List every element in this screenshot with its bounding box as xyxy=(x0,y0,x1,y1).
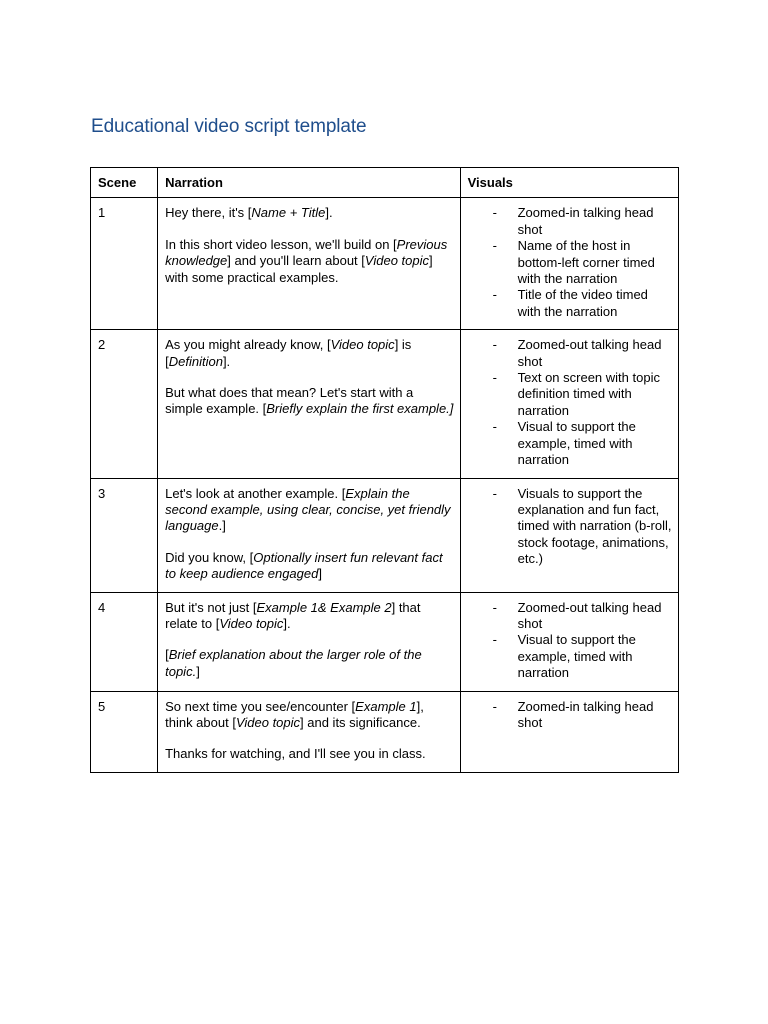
narration-text: Let's look at another example. [ xyxy=(165,485,346,501)
narration-cell xyxy=(158,330,461,478)
scene-number: 3 xyxy=(91,478,158,592)
visuals-cell xyxy=(460,478,678,592)
narration-text: As you might already know, [ xyxy=(165,337,331,353)
narration-text: ]. xyxy=(283,615,291,631)
visuals-list-item: - Zoomed-in talking head shot xyxy=(493,699,672,732)
table-row xyxy=(91,691,679,772)
visuals-list xyxy=(468,699,672,732)
narration-text: .] xyxy=(218,518,226,534)
narration-paragraph xyxy=(165,550,454,583)
narration-paragraph xyxy=(165,486,454,535)
visuals-list-item: - Zoomed-in talking head shot xyxy=(493,205,672,238)
narration-cell xyxy=(158,592,461,691)
header-visuals: Visuals xyxy=(460,168,678,198)
visuals-list-item: - Visual to support the example, timed with narration xyxy=(493,419,672,468)
visuals-list-item: - Title of the video timed with the narration xyxy=(493,287,672,320)
placeholder-text: Example 1 xyxy=(355,698,417,714)
narration-paragraph xyxy=(165,337,454,370)
table-row xyxy=(91,330,679,478)
placeholder-text: Video topic xyxy=(330,337,395,353)
narration-text: [ xyxy=(165,647,169,663)
header-scene: Scene xyxy=(91,168,158,198)
narration-text: ] xyxy=(318,566,322,582)
narration-cell xyxy=(158,478,461,592)
narration-paragraph xyxy=(165,205,454,221)
narration-text: ] is [ xyxy=(165,337,412,369)
script-table-body xyxy=(91,198,679,772)
placeholder-text: Brief explanation about the larger role of the topic. xyxy=(165,647,422,679)
narration-text: ], think about [ xyxy=(165,698,424,730)
narration-paragraph xyxy=(165,647,454,680)
visuals-cell xyxy=(460,691,678,772)
visuals-list-item: - Visuals to support the explanation and fun fact, timed with narration (b-roll, stock footage, animations, etc.) xyxy=(493,486,672,568)
narration-text: Thanks for watching, and I'll see you in class. xyxy=(165,746,426,762)
narration-text: ]. xyxy=(325,205,333,221)
narration-paragraph xyxy=(165,746,454,762)
narration-text: ] and its significance. xyxy=(300,714,421,730)
narration-text: ] and you'll learn about [ xyxy=(227,253,365,269)
narration-text: In this short video lesson, we'll build on [ xyxy=(165,236,397,252)
narration-text: Did you know, [ xyxy=(165,549,254,565)
document-title: Educational video script template xyxy=(91,116,367,137)
table-row xyxy=(91,198,679,330)
placeholder-text: Video topic xyxy=(364,253,429,269)
placeholder-text: Optionally insert fun relevant fact to keep audience engaged xyxy=(165,549,443,582)
narration-text: So next time you see/encounter [ xyxy=(165,698,356,714)
narration-cell xyxy=(158,198,461,330)
narration-text: Hey there, it's [ xyxy=(165,205,252,221)
table-row xyxy=(91,478,679,592)
header-narration: Narration xyxy=(158,168,461,198)
placeholder-text: Definition xyxy=(168,353,223,369)
visuals-list xyxy=(468,600,672,682)
placeholder-text: Video topic xyxy=(235,714,301,730)
table-header-row xyxy=(91,168,679,198)
narration-text: ]. xyxy=(222,353,231,369)
narration-cell xyxy=(158,691,461,772)
visuals-list xyxy=(468,486,672,568)
placeholder-text: Example 1& Example 2 xyxy=(256,599,392,615)
narration-text: ] with some practical examples. xyxy=(165,253,433,285)
narration-paragraph xyxy=(165,699,454,732)
scene-number: 1 xyxy=(91,198,158,330)
narration-text: ] that relate to [ xyxy=(165,599,421,631)
placeholder-text: Explain the second example, using clear, concise, yet friendly language xyxy=(165,485,451,534)
visuals-cell xyxy=(460,330,678,478)
visuals-list-item: - Zoomed-out talking head shot xyxy=(493,600,672,633)
script-table xyxy=(90,167,679,773)
scene-number: 2 xyxy=(91,330,158,478)
placeholder-text: Video topic xyxy=(219,615,284,631)
narration-paragraph xyxy=(165,385,454,418)
placeholder-text: Briefly explain the first example.] xyxy=(266,401,454,417)
placeholder-text: Previous knowledge xyxy=(165,236,448,269)
narration-text: ] xyxy=(196,663,200,679)
visuals-cell xyxy=(460,592,678,691)
visuals-cell xyxy=(460,198,678,330)
narration-paragraph xyxy=(165,237,454,286)
scene-number: 5 xyxy=(91,691,158,772)
visuals-list-item: - Text on screen with topic definition timed with narration xyxy=(493,370,672,419)
narration-text: But it's not just [ xyxy=(165,599,257,615)
narration-paragraph xyxy=(165,600,454,633)
visuals-list xyxy=(468,205,672,320)
narration-text: But what does that mean? Let's start with a simple example. [ xyxy=(165,385,414,417)
placeholder-text: Name + Title xyxy=(251,205,326,221)
visuals-list-item: - Zoomed-out talking head shot xyxy=(493,337,672,370)
visuals-list-item: - Visual to support the example, timed with narration xyxy=(493,632,672,681)
scene-number: 4 xyxy=(91,592,158,691)
table-row xyxy=(91,592,679,691)
visuals-list-item: - Name of the host in bottom-left corner timed with the narration xyxy=(493,238,672,287)
visuals-list xyxy=(468,337,672,468)
